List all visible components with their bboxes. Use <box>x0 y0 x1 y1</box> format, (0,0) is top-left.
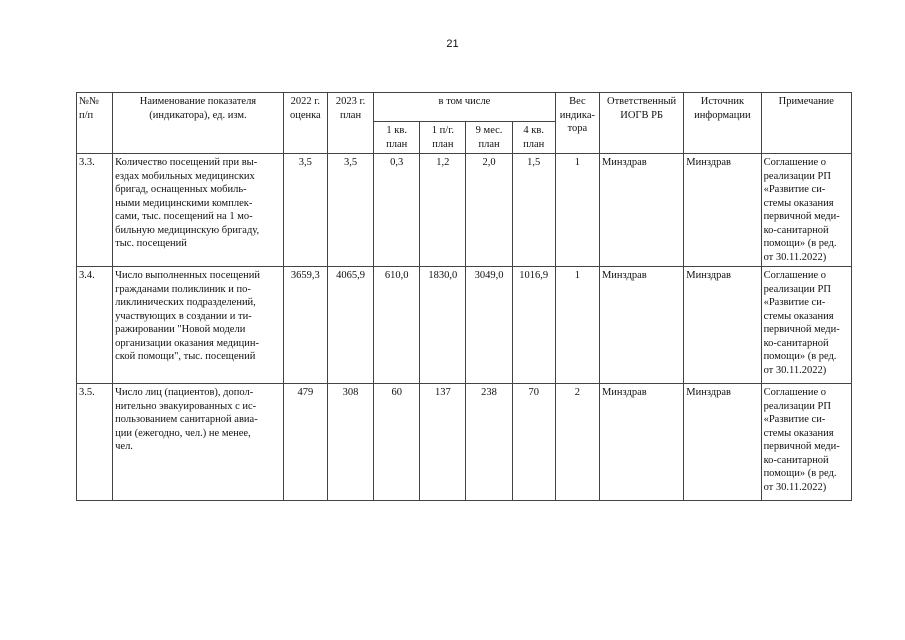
header-weight: Вес индика- тора <box>555 93 599 154</box>
value-h1: 1830,0 <box>420 267 466 384</box>
value-h1: 1,2 <box>420 154 466 267</box>
value-2023: 308 <box>327 384 373 501</box>
note: Соглашение о реализации РП «Развитие си- стемы оказания первичной меди- ко-санитарной помощи» (в ред. от 30.11.2022) <box>761 384 851 501</box>
header-name: Наименование показателя (индикатора), ед. изм. <box>113 93 284 154</box>
value-2023: 3,5 <box>327 154 373 267</box>
row-number: 3.3. <box>77 154 113 267</box>
value-q1: 610,0 <box>374 267 420 384</box>
value-q1: 60 <box>374 384 420 501</box>
source: Минздрав <box>684 384 761 501</box>
page-number: 21 <box>446 38 459 50</box>
header-q1: 1 кв. план <box>374 122 420 154</box>
responsible: Минздрав <box>599 154 683 267</box>
source: Минздрав <box>684 267 761 384</box>
header-row-top <box>77 93 852 122</box>
header-2023: 2023 г. план <box>327 93 373 154</box>
indicator-name: Количество посещений при вы- ездах мобильных медицинских бригад, оснащенных мобиль- ными медицинскими комплек- сами, тыс. посещений на 1 мо- бильную медицинскую бригаду, тыс. посещений <box>113 154 284 267</box>
header-h1: 1 п/г. план <box>420 122 466 154</box>
indicators-table <box>76 92 852 501</box>
value-2022: 3659,3 <box>283 267 327 384</box>
value-2023: 4065,9 <box>327 267 373 384</box>
row-number: 3.4. <box>77 267 113 384</box>
header-source: Источник информации <box>684 93 761 154</box>
value-9m: 238 <box>466 384 512 501</box>
source: Минздрав <box>684 154 761 267</box>
value-weight: 1 <box>555 267 599 384</box>
header-note: Примечание <box>761 93 851 154</box>
note: Соглашение о реализации РП «Развитие си- стемы оказания первичной меди- ко-санитарной помощи» (в ред. от 30.11.2022) <box>761 267 851 384</box>
table-row <box>77 384 852 501</box>
header-q4: 4 кв. план <box>512 122 555 154</box>
value-q4: 70 <box>512 384 555 501</box>
header-responsible: Ответственный ИОГВ РБ <box>599 93 683 154</box>
value-weight: 1 <box>555 154 599 267</box>
header-9m: 9 мес. план <box>466 122 512 154</box>
table-row <box>77 267 852 384</box>
row-number: 3.5. <box>77 384 113 501</box>
header-2022: 2022 г. оценка <box>283 93 327 154</box>
value-2022: 479 <box>283 384 327 501</box>
indicator-name: Число лиц (пациентов), допол- нительно эвакуированных с ис- пользованием санитарной авиа- ции (ежегодно, чел.) не менее, чел. <box>113 384 284 501</box>
header-group: в том числе <box>374 93 556 122</box>
value-q4: 1016,9 <box>512 267 555 384</box>
value-q1: 0,3 <box>374 154 420 267</box>
value-weight: 2 <box>555 384 599 501</box>
responsible: Минздрав <box>599 384 683 501</box>
value-2022: 3,5 <box>283 154 327 267</box>
table-row <box>77 154 852 267</box>
value-q4: 1,5 <box>512 154 555 267</box>
value-9m: 3049,0 <box>466 267 512 384</box>
indicator-name: Число выполненных посещений гражданами поликлиник и по- ликлинических подразделений, участвующих в создании и ти- ражировании "Новой модели организации оказания медицин- ской помощи", тыс. посещений <box>113 267 284 384</box>
responsible: Минздрав <box>599 267 683 384</box>
header-num: №№ п/п <box>77 93 113 154</box>
note: Соглашение о реализации РП «Развитие си- стемы оказания первичной меди- ко-санитарной помощи» (в ред. от 30.11.2022) <box>761 154 851 267</box>
value-h1: 137 <box>420 384 466 501</box>
value-9m: 2,0 <box>466 154 512 267</box>
